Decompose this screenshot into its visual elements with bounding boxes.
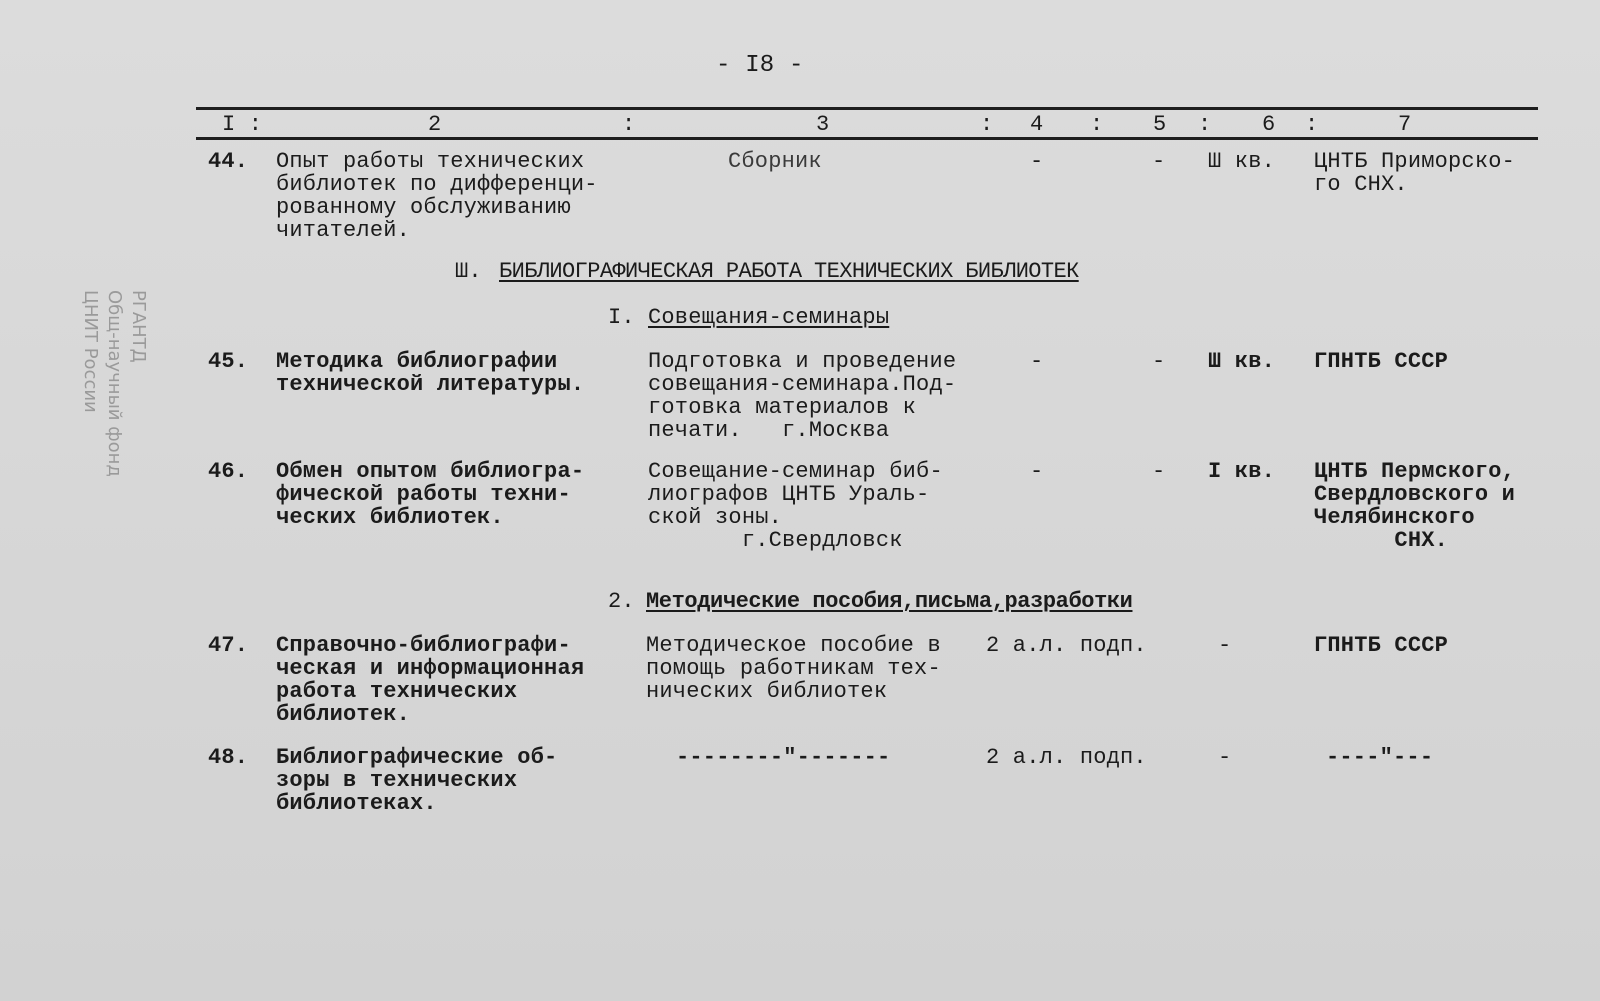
col-header-4: 4 xyxy=(1030,112,1044,137)
row-47-term: - xyxy=(1218,633,1232,658)
subsection-1-number: I. xyxy=(608,305,635,330)
row-47-title: Справочно-библиографи- ческая и информационная работа технических библиотек. xyxy=(276,633,585,727)
section-title: БИБЛИОГРАФИЧЕСКАЯ РАБОТА ТЕХНИЧЕСКИХ БИБЛИОТЕК xyxy=(499,259,1079,284)
col-header-sep: : xyxy=(622,112,636,137)
row-46-col5: - xyxy=(1152,459,1166,484)
col-header-2: 2 xyxy=(428,112,442,137)
col-header-sep: : xyxy=(1090,112,1104,137)
row-47-form: Методическое пособие в помощь работникам тех- нических библиотек xyxy=(646,633,941,704)
col-header-sep: : xyxy=(1198,112,1212,137)
col-header-7: 7 xyxy=(1398,112,1412,137)
row-45-term: Ш кв. xyxy=(1208,349,1276,374)
header-rule-top xyxy=(196,107,1538,110)
row-48-title: Библиографические об- зоры в технических библиотеках. xyxy=(276,745,558,816)
row-45-col4: - xyxy=(1030,349,1044,374)
row-44-executor: ЦНТБ Приморско- го СНХ. xyxy=(1314,149,1516,197)
row-46-executor: ЦНТБ Пермского, Свердловского и Челябинского СНХ. xyxy=(1314,459,1516,553)
section-number: Ш. xyxy=(455,259,482,284)
header-rule-bottom xyxy=(196,137,1538,140)
col-header-6: 6 xyxy=(1262,112,1276,137)
row-45-executor: ГПНТБ СССР xyxy=(1314,349,1449,374)
col-header-5: 5 xyxy=(1153,112,1167,137)
row-46-col4: - xyxy=(1030,459,1044,484)
row-48-executor-ditto: ----"--- xyxy=(1326,745,1434,770)
row-48-form-ditto: --------"------- xyxy=(676,745,891,770)
row-48-volume: 2 а.л. подп. xyxy=(986,745,1147,770)
row-48-term: - xyxy=(1218,745,1232,770)
page-number: - I8 - xyxy=(716,52,804,79)
row-45-title: Методика библиографии технической литературы. xyxy=(276,349,585,397)
row-44-col5: - xyxy=(1152,149,1166,174)
row-46-term: I кв. xyxy=(1208,459,1276,484)
row-48-number: 48. xyxy=(208,745,249,770)
archive-stamp: РГАНТД Общ-научный фонд ЦНИТ России xyxy=(80,290,149,477)
row-44-term: Ш кв. xyxy=(1208,149,1276,174)
row-44-col4: - xyxy=(1030,149,1044,174)
row-44-form: Сборник xyxy=(728,149,822,174)
row-47-volume: 2 а.л. подп. xyxy=(986,633,1147,658)
col-header-sep: : xyxy=(1305,112,1319,137)
row-44-title: Опыт работы технических библиотек по дифференци- рованному обслуживанию читателей. xyxy=(276,149,598,243)
row-46-title: Обмен опытом библиогра- фической работы техни- ческих библиотек. xyxy=(276,459,585,530)
row-45-form: Подготовка и проведение совещания-семинара.Под- готовка материалов к печати. г.Москва xyxy=(648,349,957,443)
col-header-sep: : xyxy=(980,112,994,137)
row-46-number: 46. xyxy=(208,459,249,484)
col-header-3: 3 xyxy=(816,112,830,137)
row-47-executor: ГПНТБ СССР xyxy=(1314,633,1449,658)
col-header-1: I : xyxy=(222,112,263,137)
subsection-2-number: 2. xyxy=(608,589,635,614)
subsection-1-title: Совещания-семинары xyxy=(648,305,890,330)
row-46-form: Совещание-семинар биб- лиографов ЦНТБ Ураль- ской зоны. г.Свердловск xyxy=(648,459,943,553)
row-45-number: 45. xyxy=(208,349,249,374)
subsection-2-title: Методические пособия,письма,разработки xyxy=(646,589,1133,614)
row-45-col5: - xyxy=(1152,349,1166,374)
row-44-number: 44. xyxy=(208,149,249,174)
row-47-number: 47. xyxy=(208,633,249,658)
